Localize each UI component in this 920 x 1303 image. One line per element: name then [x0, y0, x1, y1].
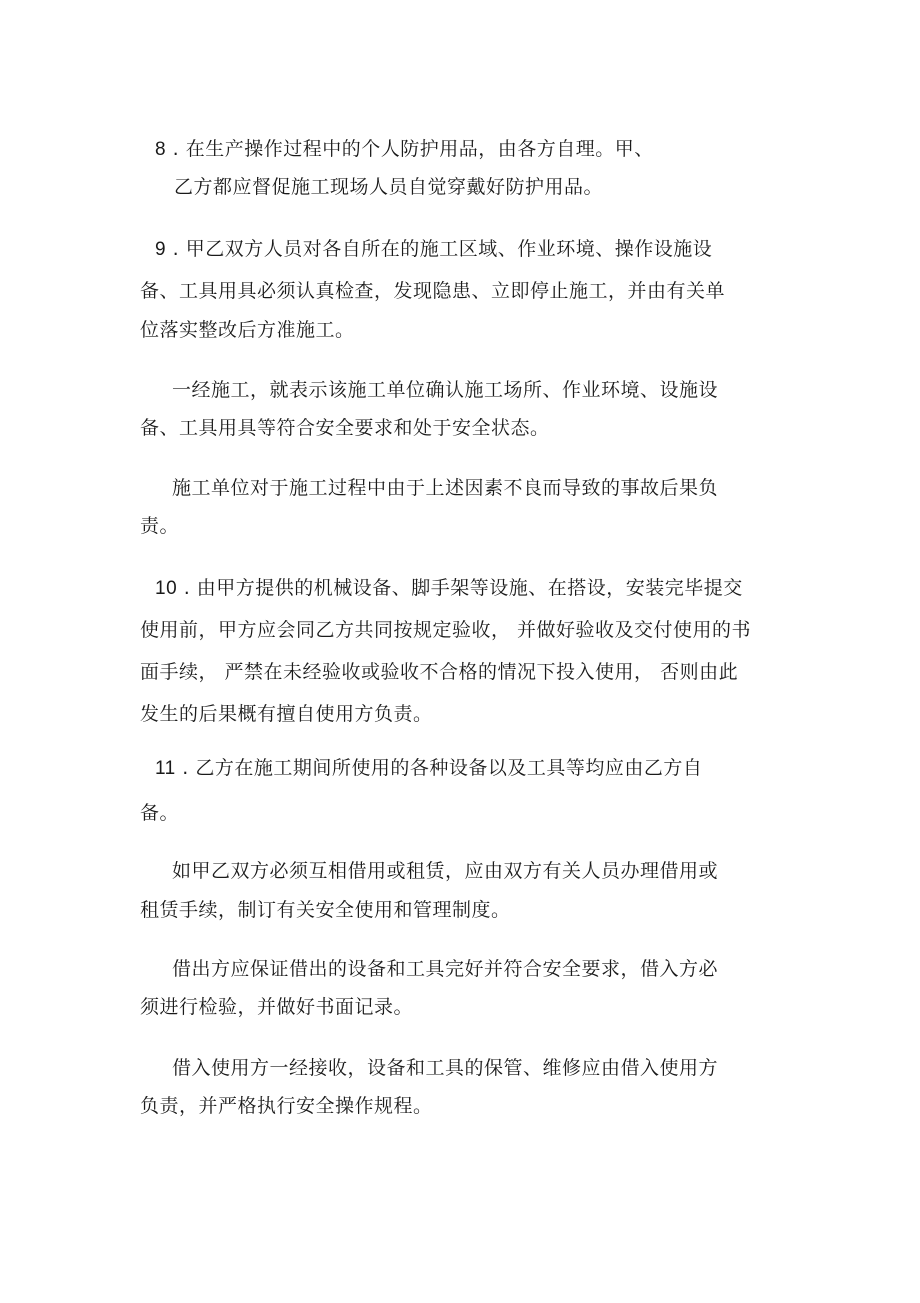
item-8-line-2: 乙方都应督促施工现场人员自觉穿戴好防护用品。: [174, 176, 604, 198]
item-9-line-2: 备、工具用具必须认真检查，发现隐患、立即停止施工，并由有关单: [140, 280, 726, 302]
item-10-line-4: 发生的后果概有擅自使用方负责。: [140, 703, 433, 725]
para-d-line-1: 借出方应保证借出的设备和工具完好并符合安全要求，借入方必: [172, 958, 719, 980]
para-a-line-1: 一经施工，就表示该施工单位确认施工场所、作业环境、设施设: [172, 379, 719, 401]
item-11-number: 11: [155, 758, 176, 779]
para-c-line-2: 租赁手续，制订有关安全使用和管理制度。: [140, 899, 511, 921]
item-9-number: 9: [155, 239, 167, 260]
para-e-line-2: 负责，并严格执行安全操作规程。: [140, 1095, 433, 1117]
item-10-line-3: 面手续， 严禁在未经验收或验收不合格的情况下投入使用， 否则由此: [140, 661, 739, 683]
para-d-line-2: 须进行检验，并做好书面记录。: [140, 996, 414, 1018]
item-10-line-1: [155, 576, 743, 601]
item-8-number: 8: [155, 139, 167, 160]
para-b-line-2: 责。: [140, 515, 180, 537]
item-10-number: 10: [155, 578, 178, 599]
item-8-line-1: [155, 137, 654, 162]
item-9-text-1: . 甲乙双方人员对各自所在的施工区域、作业环境、操作设施设: [172, 238, 713, 260]
para-b-line-1: 施工单位对于施工过程中由于上述因素不良而导致的事故后果负: [172, 477, 719, 499]
item-11-text-1: . 乙方在施工期间所使用的各种设备以及工具等均应由乙方自: [182, 757, 703, 779]
item-9-line-1: [155, 237, 712, 262]
para-e-line-1: 借入使用方一经接收，设备和工具的保管、维修应由借入使用方: [172, 1057, 719, 1079]
item-11-line-2: 备。: [140, 802, 180, 824]
item-9-line-3: 位落实整改后方准施工。: [140, 319, 355, 341]
item-11-line-1: [155, 756, 702, 781]
item-8-text-1: . 在生产操作过程中的个人防护用品，由各方自理。甲、: [172, 138, 654, 160]
para-c-line-1: 如甲乙双方必须互相借用或租赁，应由双方有关人员办理借用或: [172, 860, 719, 882]
item-10-line-2: 使用前，甲方应会同乙方共同按规定验收， 并做好验收及交付使用的书: [140, 619, 752, 641]
item-10-text-1: . 由甲方提供的机械设备、脚手架等设施、在搭设，安装完毕提交: [183, 577, 743, 599]
para-a-line-2: 备、工具用具等符合安全要求和处于安全状态。: [140, 417, 550, 439]
